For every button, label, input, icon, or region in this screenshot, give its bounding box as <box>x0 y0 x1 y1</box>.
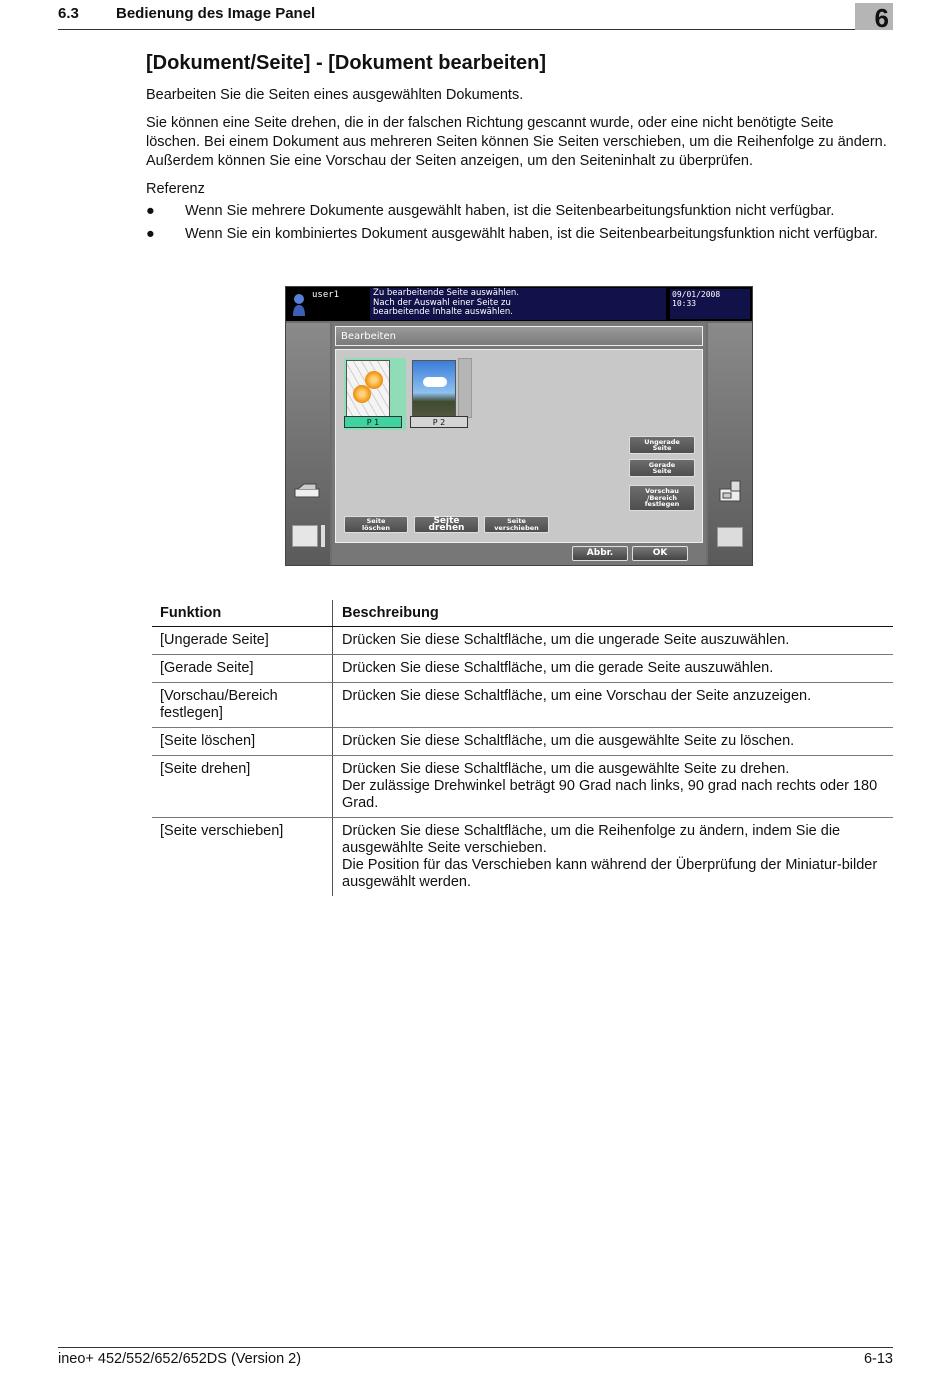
button-label: Seite <box>507 517 526 525</box>
button-label: festlegen <box>644 500 680 509</box>
description-paragraph: Sie können eine Seite drehen, die in der falschen Richtung gescannt wurde, oder eine nicht benötigte Seite löschen. Bei einem Dokument aus mehreren Seiten können Sie Seiten verschieben, um die Reihenfolge zu ändern. Außerdem können Sie eine Vorschau der Seiten anzeigen, um den Seiteninhalt zu überprüfen. <box>146 115 887 169</box>
section-number: 6.3 <box>58 5 79 22</box>
description-line: Drücken Sie diese Schaltfläche, um die Reihenfolge zu ändern, indem Sie die ausgewählte Seite verschieben. <box>342 823 841 856</box>
product-name: ineo+ 452/552/652/652DS (Version 2) <box>58 1351 302 1367</box>
date-time: 09/01/2008 10:33 <box>670 289 750 319</box>
bullet-text: Wenn Sie mehrere Dokumente ausgewählt haben, ist die Seitenbearbeitungsfunktion nicht verfügbar. <box>185 203 835 219</box>
button-label: Seite <box>366 517 386 525</box>
user-name: user1 <box>312 290 340 300</box>
button-label: verschieben <box>494 523 539 532</box>
message-line: Zu bearbeitende Seite auswählen. <box>373 288 520 298</box>
page-header <box>58 0 893 33</box>
bullet-text: Wenn Sie ein kombiniertes Dokument ausgewählt haben, ist die Seitenbearbeitungsfunktion nicht verfügbar. <box>185 226 878 242</box>
table-row <box>152 818 893 896</box>
edit-area <box>332 323 706 566</box>
function-cell: [Gerade Seite] <box>160 660 254 676</box>
header-function: Funktion <box>160 605 222 621</box>
even-page-button[interactable] <box>629 459 695 477</box>
table-row <box>152 728 893 756</box>
message-line: Nach der Auswahl einer Seite zu <box>373 297 511 308</box>
table-row <box>152 655 893 683</box>
left-side-panel <box>286 323 330 566</box>
message-line: bearbeitende Inhalte auswählen. <box>373 307 513 317</box>
page-footer <box>58 1347 893 1367</box>
panel-top-bar <box>286 287 752 321</box>
description-cell <box>342 823 890 891</box>
function-cell: [Vorschau/Bereich festlegen] <box>160 688 278 721</box>
function-cell: [Seite löschen] <box>160 733 256 749</box>
table-row <box>152 683 893 728</box>
table-row <box>152 756 893 818</box>
preview-area-button[interactable] <box>629 485 695 511</box>
description-cell: Drücken Sie diese Schaltfläche, um die gerade Seite auszuwählen. <box>342 660 774 676</box>
cancel-button[interactable]: Abbr. <box>572 546 628 561</box>
ok-button[interactable]: OK <box>632 546 688 561</box>
table-row <box>152 627 893 655</box>
button-label: Gerade <box>648 460 676 469</box>
button-label: Vorschau <box>645 487 679 496</box>
function-cell: [Seite verschieben] <box>160 823 284 839</box>
control-panel-screenshot <box>285 286 753 566</box>
description-line: Die Position für das Verschieben kann während der Überprüfung der Miniatur-bilder ausgewählt werden. <box>342 857 878 890</box>
chapter-badge: 6 <box>855 3 893 30</box>
right-side-panel <box>708 323 752 566</box>
description-cell: Drücken Sie diese Schaltfläche, um die ungerade Seite auszuwählen. <box>342 632 790 648</box>
button-label: Ungerade <box>644 437 680 446</box>
function-cell: [Seite drehen] <box>160 761 251 777</box>
page-view-icon[interactable] <box>717 527 743 547</box>
printer-icon <box>717 479 743 505</box>
reference-label: Referenz <box>146 181 205 197</box>
description-cell <box>342 761 890 812</box>
button-label: Seite <box>652 444 672 452</box>
thumbnail-strip <box>458 358 472 418</box>
description-line: Drücken Sie diese Schaltfläche, um die ausgewählte Seite zu drehen. <box>342 761 790 777</box>
button-label: Seite <box>652 467 672 475</box>
page-label-1[interactable]: P 1 <box>344 416 402 428</box>
document-list-icon[interactable] <box>292 525 318 547</box>
button-label: /Bereich <box>646 493 678 502</box>
page-title: [Dokument/Seite] - [Dokument bearbeiten] <box>146 52 547 74</box>
function-cell: [Ungerade Seite] <box>160 632 269 648</box>
header-description: Beschreibung <box>342 605 439 621</box>
description-line: Der zulässige Drehwinkel beträgt 90 Grad nach links, 90 grad nach rechts oder 180 Grad. <box>342 778 878 811</box>
description-cell: Drücken Sie diese Schaltfläche, um eine Vorschau der Seite anzuzeigen. <box>342 688 812 704</box>
page-workspace <box>335 349 703 543</box>
sky-image <box>412 360 456 420</box>
instruction-message <box>370 288 666 320</box>
orange-image <box>346 360 390 420</box>
scanner-icon <box>294 483 320 499</box>
button-label: löschen <box>361 523 391 532</box>
bullet-icon: ● <box>146 203 155 219</box>
page-number: 6-13 <box>863 1351 893 1367</box>
rotate-page-button[interactable]: Seite drehen <box>414 516 479 533</box>
user-icon <box>292 293 306 317</box>
intro-text: Bearbeiten Sie die Seiten eines ausgewählten Dokuments. <box>146 87 524 103</box>
delete-page-button[interactable] <box>344 516 408 533</box>
orange-icon <box>353 385 371 403</box>
bullet-icon: ● <box>146 226 155 242</box>
edit-title: Bearbeiten <box>335 326 703 346</box>
description-cell: Drücken Sie diese Schaltfläche, um die ausgewählte Seite zu löschen. <box>342 733 795 749</box>
table-header-row <box>152 600 893 627</box>
odd-page-button[interactable] <box>629 436 695 454</box>
scroll-handle[interactable] <box>321 525 325 547</box>
move-page-button[interactable] <box>484 516 549 533</box>
page-label-2[interactable]: P 2 <box>410 416 468 428</box>
cloud-icon <box>423 377 447 387</box>
section-title: Bedienung des Image Panel <box>116 5 316 22</box>
